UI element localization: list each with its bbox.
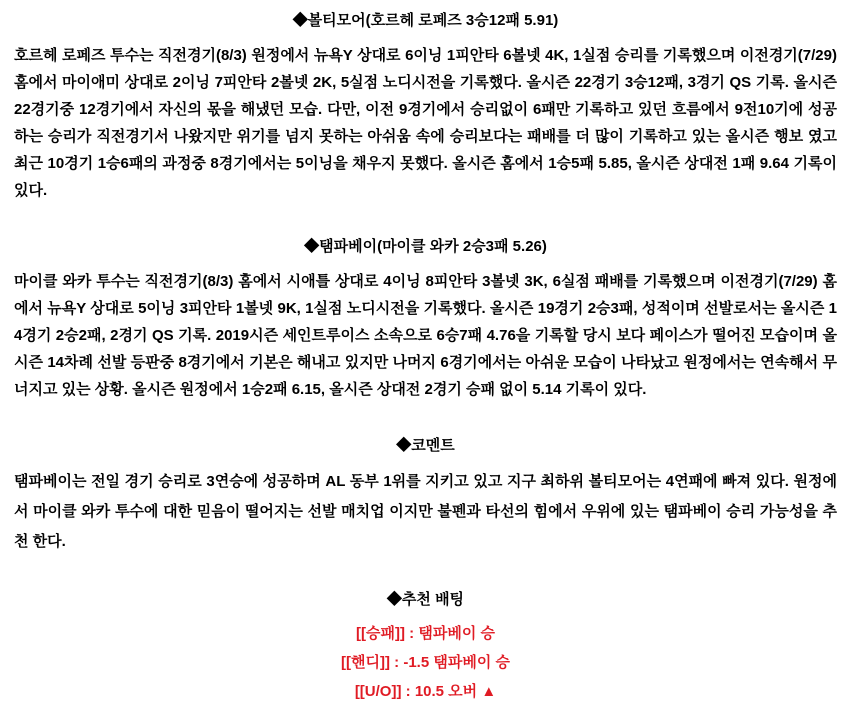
section-heading-comment: ◆코멘트 <box>396 437 455 454</box>
section-heading-betting: ◆추천 배팅 <box>386 591 465 608</box>
section-heading-tampabay: ◆탬파베이(마이클 와카 2승3패 5.26) <box>304 238 547 255</box>
spacer <box>14 421 837 435</box>
bet-tag-winloss: [[승패]] <box>356 625 405 642</box>
spacer <box>14 575 837 589</box>
section-paragraph-tampabay: 마이클 와카 투수는 직전경기(8/3) 홈에서 시애틀 상대로 4이닝 8피안타 3볼넷 3K, 6실점 패배를 기록했으며 이전경기(7/29) 홈에서 뉴욕Y 상대로 5이닝 3피안타 1볼넷 9K, 1실점 노디시전을 기록했다. 올시즌 19경기 2승3패, 성적이며 선발로서는 올시즌 14경기 2승2패, 2경기 QS 기록. 2019시즌 세인트루이스 소속으로 6승7패 4.76을 기록할 당시 보다 페이스가 떨어진 모습이며 올시즌 14차례 선발 등판중 8경기에서 기본은 해내고 있지만 나머지 6경기에서는 아쉬운 모습이 나타났고 원정에서는 연속해서 무너지고 있는 상황. 올시즌 원정에서 1승2패 6.15, 올시즌 상대전 2경기 승패 없이 5.14 기록이 있다. <box>14 273 837 398</box>
spacer <box>14 222 837 236</box>
bet-tag-handicap: [[핸디]] <box>341 654 390 671</box>
bet-separator: : <box>389 654 404 671</box>
section-heading-baltimore: ◆볼티모어(호르헤 로페즈 3승12패 5.91) <box>292 12 559 29</box>
comment-paragraph: 탬파베이는 전일 경기 승리로 3연승에 성공하며 AL 동부 1위를 지키고 있고 지구 최하위 볼티모어는 4연패에 빠져 있다. 원정에서 마이클 와카 투수에 대한 믿음이 떨어지는 선발 매치업 이지만 불펜과 타선의 힘에서 우위에 있는 탬파베이 승리 가능성을 추천 한다. <box>14 473 837 550</box>
section-tampabay <box>14 236 837 403</box>
bet-value-handicap: -1.5 탬파베이 승 <box>403 654 510 671</box>
section-baltimore <box>14 10 837 204</box>
section-betting <box>14 589 837 706</box>
bet-line-handicap <box>14 648 837 677</box>
bet-tag-underover: [[U/O]] <box>354 683 402 700</box>
bet-line-underover <box>14 677 837 706</box>
bet-value-underover: 10.5 오버 ▲ <box>414 683 497 700</box>
section-paragraph-baltimore: 호르헤 로페즈 투수는 직전경기(8/3) 원정에서 뉴욕Y 상대로 6이닝 1피안타 6볼넷 4K, 1실점 승리를 기록했으며 이전경기(7/29) 홈에서 마이애미 상대로 2이닝 7피안타 2볼넷 2K, 5실점 노디시전을 기록했다. 올시즌 22경기 3승12패, 3경기 QS 기록. 올시즌 22경기중 12경기에서 자신의 몫을 해냈던 모습. 다만, 이전 9경기에서 승리없이 6패만 기록하고 있던 흐름에서 9전10기에 성공하는 승리가 직전경기서 나왔지만 위기를 넘지 못하는 아쉬움 속에 승리보다는 패배를 더 많이 기록하고 있는 올시즌 행보 였고 최근 10경기 1승6패의 과정중 8경기에서는 5이닝을 채우지 못했다. 올시즌 홈에서 1승5패 5.85, 올시즌 상대전 1패 9.64 기록이 있다. <box>14 47 837 199</box>
bet-separator: : <box>405 625 419 642</box>
bet-separator: : <box>401 683 415 700</box>
bet-line-winloss <box>14 619 837 648</box>
bet-value-winloss: 탬파베이 승 <box>418 625 495 642</box>
section-comment <box>14 435 837 557</box>
